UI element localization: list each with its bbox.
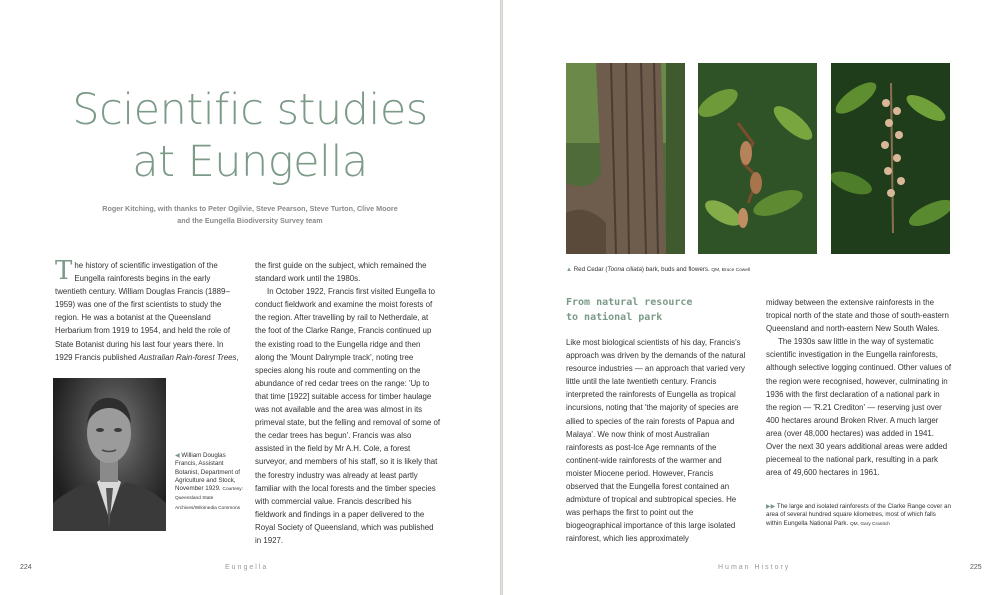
portrait-photo-francis <box>53 378 166 531</box>
left-page <box>0 0 500 595</box>
map-credit: QM, Gary Cranitch <box>849 521 890 527</box>
portrait-credit: Courtesy: Queensland State Archives/Wikimedia Commons <box>175 487 244 511</box>
body-column-2: the first guide on the subject, which remained the standard work until the 1980s. In October 1922, Francis first visited Eungella to conduct fieldwork and examine the moist forests of the region. After travelling by rail to Netherdale, at the foot of the Clarke Range, Francis continued up the existing road to the Eungella ridge and then along the 'Mount Dalrymple track', noting tree species along his route and commenting on the abundance of red cedar trees on the range: 'Up to that time [1922] suitable access for timber haulage was not available and the area was almost in its primeval state, but the felling and removal of some of the cedar trees has begun'. Francis was also assisted in the field by Mr A.H. Cole, a forest surveyor, and members of his staff, so it is likely that the forestry industry was already at least partly familiar with the local forests and the timber species with commercial value. Francis described his fieldwork and findings in a paper delivered to the Royal Society of Queensland, which was published in 1927. <box>255 261 441 545</box>
byline <box>70 203 430 227</box>
title-line-2: at Eungella <box>132 137 368 187</box>
portrait-caption: ◀ William Douglas Francis, Assistant Botanist, Department of Agriculture and Stock, November 1929. Courtesy: Queensland State Archives/Wikimedia Commons <box>175 452 244 511</box>
byline-line-1: Roger Kitching, with thanks to Peter Ogilvie, Steve Pearson, Steve Turton, Clive Moore <box>102 204 398 213</box>
photo-cedar-buds <box>698 63 817 254</box>
caption-arrow-icon: ▲ <box>566 267 572 273</box>
photo-caption: ▲ Red Cedar (Toona ciliata) bark, buds and flowers. QM, Bruce Cowell <box>566 266 751 273</box>
byline-line-2: and the Eungella Biodiversity Survey team <box>177 216 323 225</box>
body-column-4: midway between the extensive rainforests in the tropical north of the state and those of south-eastern Queensland and north-eastern New South Wales. The 1930s saw little in the way of systematic scientific investigation in the Eungella rainforests, although selective logging continued. Other values of the region were recognised, however, culminating in 1936 with the first declaration of a national park in the region — 'R.21 Crediton' — reserving just over 400 hectares around Broken River. A much larger area (over 48,000 hectares) was added in 1941. Over the next 30 years additional areas were added piecemeal to the national park, resulting in a park area of 49,600 hectares in 1961. <box>766 298 952 478</box>
page-title <box>0 84 500 188</box>
running-head-right: Human History <box>718 564 791 571</box>
running-head-left: Eungella <box>225 564 269 571</box>
map-caption: ▶▶ The large and isolated rainforests of the Clarke Range cover an area of several hundred square kilometres, most of which falls within Eungella National Park. QM, Gary Cranitch <box>766 503 951 527</box>
page-number-right: 225 <box>970 564 982 571</box>
body-column-3: Like most biological scientists of his day, Francis's approach was driven by the demands of the natural resource industries — an approach that varied very little until the late twentieth century. Francis interpreted the rainforests of Eungella as tropical incursions, noting that 'the majority of species are allied to species of the rain forests of Papua and Malaya'. We now think of most Australian rainforests as post-Ice Age remnants of the continent-wide rainforests of the warmer and moister Miocene period. However, Francis observed that the Eungella forest contained an admixture of tropical and subtropical species. He was perhaps the first to point out the biogeographical importance of this large isolated rainforest, which lies approximately <box>566 338 746 544</box>
page-number-left: 224 <box>20 564 32 571</box>
drop-cap: T <box>55 256 73 286</box>
col1-text: he history of scientific investigation of the Eungella rainforests begins in the early twentieth century. William Douglas Francis (1889–1959) was one of the first scientists to study the region. He was a botanist at the Queensland Herbarium from 1919 to 1954, and held the role of State Botanist during his last four years there. In 1929 Francis published <box>55 261 231 362</box>
caption-arrow-icon: ▶▶ <box>766 504 776 510</box>
photo-credit: QM, Bruce Cowell <box>711 268 751 273</box>
section-subheading: From natural resource to national park <box>566 297 693 323</box>
photo-cedar-bark <box>566 63 685 254</box>
photo-cedar-flowers <box>831 63 950 254</box>
caption-arrow-icon: ◀ <box>175 453 180 459</box>
title-line-1: Scientific studies <box>72 85 428 135</box>
book-title: Australian Rain-forest Trees <box>138 352 237 362</box>
body-column-1: The history of scientific investigation of the Eungella rainforests begins in the early twentieth century. William Douglas Francis (1889–1959) was one of the first scientists to study the region. He was a botanist at the Queensland Herbarium from 1919 to 1954, and held the role of State Botanist during his last four years there. In 1929 Francis published Australian Rain-forest Trees, <box>55 256 239 362</box>
